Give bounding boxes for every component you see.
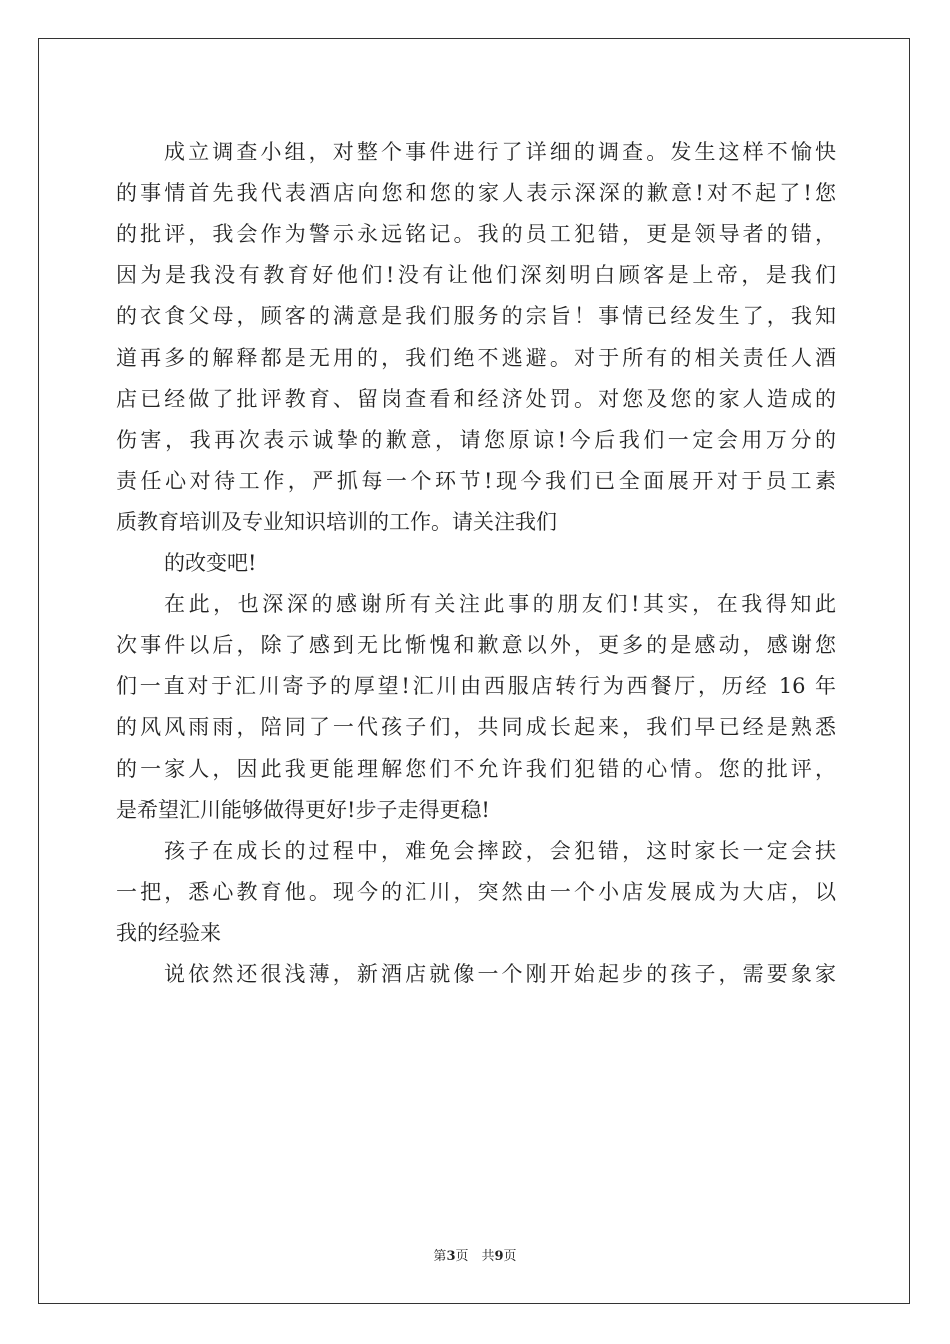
text-line: 因为是我没有教育好他们!没有让他们深刻明白顾客是上帝，是我们 [116, 263, 836, 287]
text-line: 店已经做了批评教育、留岗查看和经济处罚。对您及您的家人造成的 [116, 387, 836, 411]
page-footer [0, 1245, 950, 1264]
text-line: 次事件以后，除了感到无比惭愧和歉意以外，更多的是感动，感谢您 [116, 633, 836, 657]
footer-middle: 页 共 [455, 1249, 495, 1264]
total-page-count: 9 [494, 1249, 504, 1264]
current-page-number: 3 [446, 1249, 456, 1264]
text-line: 伤害，我再次表示诚挚的歉意，请您原谅!今后我们一定会用万分的 [116, 428, 836, 452]
text-line: 一把，悉心教育他。现今的汇川，突然由一个小店发展成为大店，以 [116, 880, 836, 904]
text-line: 我的经验来 [116, 921, 221, 945]
text-line: 成立调查小组，对整个事件进行了详细的调查。发生这样不愉快 [164, 140, 836, 164]
text-line: 道再多的解释都是无用的，我们绝不逃避。对于所有的相关责任人酒 [116, 346, 836, 370]
text-line: 的事情首先我代表酒店向您和您的家人表示深深的歉意!对不起了!您 [116, 181, 836, 205]
text-line: 的批评，我会作为警示永远铭记。我的员工犯错，更是领导者的错， [116, 222, 836, 246]
text-line: 孩子在成长的过程中，难免会摔跤，会犯错，这时家长一定会扶 [164, 839, 836, 863]
footer-prefix: 第 [433, 1249, 447, 1264]
text-line: 的改变吧! [164, 551, 257, 575]
text-line: 的衣食父母，顾客的满意是我们服务的宗旨！事情已经发生了，我知 [116, 304, 836, 328]
text-line: 们一直对于汇川寄予的厚望!汇川由西服店转行为西餐厅，历经 16 年 [116, 674, 836, 698]
text-line: 说依然还很浅薄，新酒店就像一个刚开始起步的孩子，需要象家 [164, 962, 836, 986]
text-line: 是希望汇川能够做得更好!步子走得更稳! [116, 798, 490, 822]
text-line: 的一家人，因此我更能理解您们不允许我们犯错的心情。您的批评， [116, 757, 836, 781]
text-line: 在此，也深深的感谢所有关注此事的朋友们!其实，在我得知此 [164, 592, 836, 616]
text-line: 的风风雨雨，陪同了一代孩子们，共同成长起来，我们早已经是熟悉 [116, 715, 836, 739]
footer-suffix: 页 [503, 1249, 517, 1264]
text-line: 责任心对待工作，严抓每一个环节!现今我们已全面展开对于员工素 [116, 469, 836, 493]
text-line: 质教育培训及专业知识培训的工作。请关注我们 [116, 510, 557, 534]
